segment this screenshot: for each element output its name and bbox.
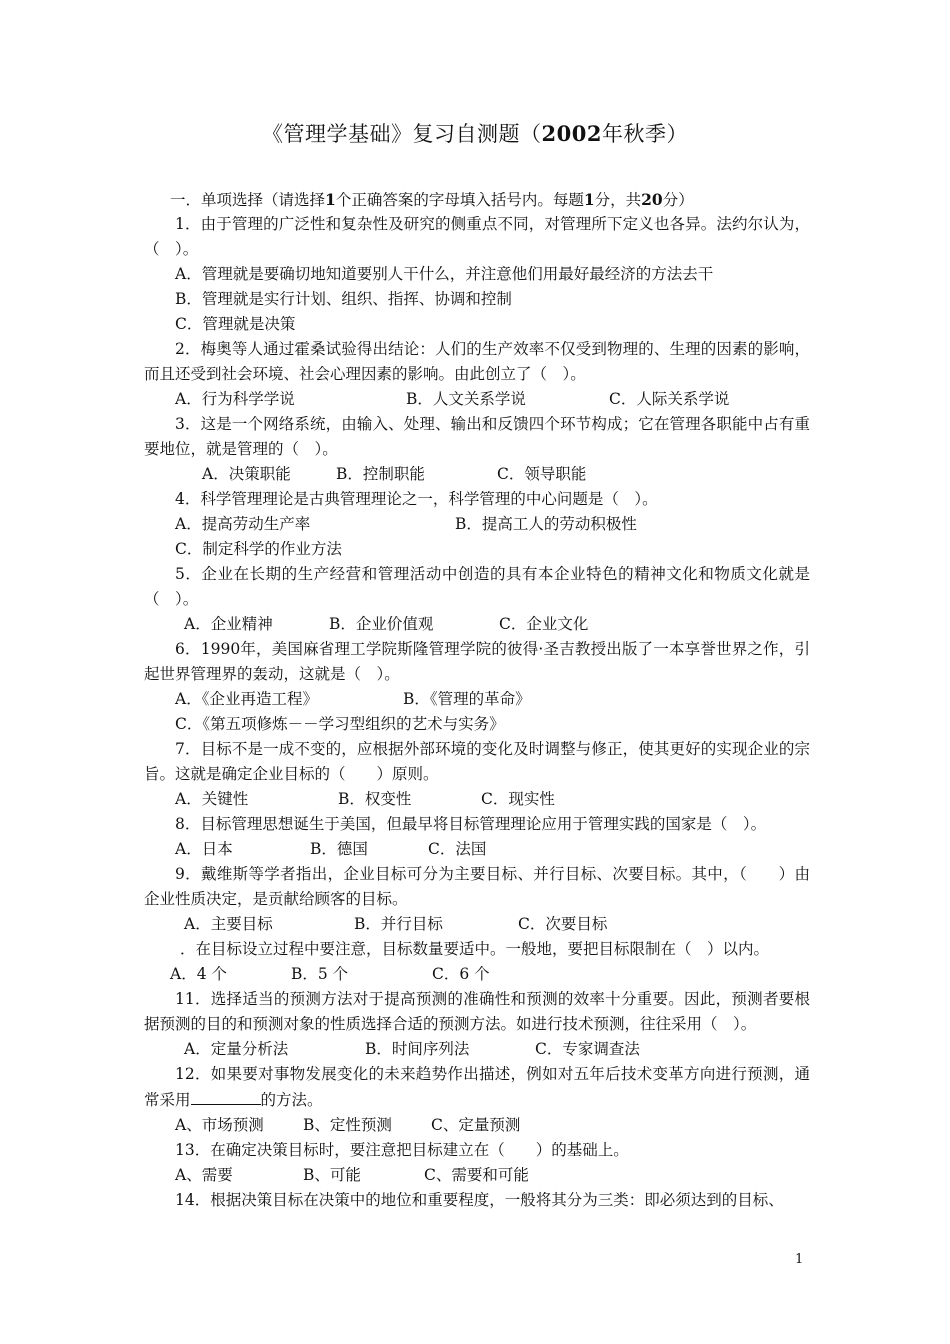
q11-options: [144, 1037, 810, 1062]
question-8: 8．目标管理思想诞生于美国，但最早将目标管理理论应用于管理实践的国家是（ ）。: [175, 815, 767, 833]
q11-option-a: A．定量分析法: [184, 1040, 289, 1058]
title-text-end: 年秋季）: [601, 122, 688, 146]
q10-option-c: C．6 个: [432, 965, 490, 983]
q4-option-a: A．提高劳动生产率: [175, 515, 311, 533]
question-4: 4．科学管理理论是古典管理理论之一，科学管理的中心问题是（ ）。: [175, 490, 658, 508]
q2-option-c: C．人际关系学说: [609, 390, 730, 408]
q9-option-a: A．主要目标: [184, 915, 273, 933]
q8-option-b: B．德国: [310, 840, 368, 858]
q4-option-b: B．提高工人的劳动积极性: [455, 515, 637, 533]
q12-options: [144, 1113, 810, 1138]
q7-option-b: B．权变性: [338, 790, 412, 808]
question-1: 1．由于管理的广泛性和复杂性及研究的侧重点不同，对管理所下定义也各异。法约尔认为，（ ）。: [144, 215, 810, 258]
question-13: 13．在确定决策目标时，要注意把目标建立在（ ）的基础上。: [175, 1141, 629, 1159]
q11-option-c: C．专家调查法: [535, 1040, 640, 1058]
q2-option-b: B．人文关系学说: [406, 390, 526, 408]
q9-option-c: C．次要目标: [518, 915, 608, 933]
q8-option-a: A．日本: [175, 840, 233, 858]
q12-option-b: B、定性预测: [303, 1116, 392, 1134]
q10-option-b: B．5 个: [291, 965, 349, 983]
q1-option-b: B．管理就是实行计划、组织、指挥、协调和控制: [175, 290, 512, 308]
q12-option-a: A、市场预测: [175, 1116, 264, 1134]
fill-in-blank: [191, 1087, 261, 1105]
q13-option-c: C、需要和可能: [424, 1166, 529, 1184]
q2-option-a: A．行为科学学说: [175, 390, 295, 408]
q1-option-c: C．管理就是决策: [175, 315, 296, 333]
question-12: 12．如果要对事物发展变化的未来趋势作出描述，例如对五年后技术变革方向进行预测，通常采用 的方法。: [144, 1065, 810, 1109]
q6-option-c: C．《第五项修炼－－学习型组织的艺术与实务》: [175, 715, 505, 733]
q3-option-c: C．领导职能: [497, 465, 587, 483]
page-number: 1: [795, 1252, 804, 1267]
q2-options: [144, 387, 810, 412]
question-7: 7．目标不是一成不变的，应根据外部环境的变化及时调整与修正，使其更好的实现企业的宗旨。这就是确定企业目标的（ ）原则。: [144, 740, 810, 783]
q9-options: [144, 912, 810, 937]
q4-options: [144, 512, 810, 537]
q5-option-b: B．企业价值观: [329, 615, 434, 633]
q4-option-c: C．制定科学的作业方法: [175, 540, 342, 558]
section-heading: 一．单项选择（请选择1个正确答案的字母填入括号内。每题1分，共20分）: [170, 190, 694, 209]
q13-option-a: A、需要: [175, 1166, 233, 1184]
q5-option-a: A．企业精神: [184, 615, 273, 633]
question-14: 14．根据决策目标在决策中的地位和重要程度，一般将其分为三类：即必须达到的目标、: [175, 1191, 784, 1209]
q8-option-c: C．法国: [428, 840, 487, 858]
question-3: 3．这是一个网络系统，由输入、处理、输出和反馈四个环节构成；它在管理各职能中占有重要地位，就是管理的（ ）。: [144, 415, 810, 458]
q3-options: [144, 462, 810, 487]
question-5: 5．企业在长期的生产经营和管理活动中创造的具有本企业特色的精神文化和物质文化就是（ ）。: [144, 565, 810, 608]
question-9: 9．戴维斯等学者指出，企业目标可分为主要目标、并行目标、次要目标。其中，（ ）由企业性质决定，是贡献给顾客的目标。: [144, 865, 810, 908]
q6-option-b: B．《管理的革命》: [403, 690, 531, 708]
q12-option-c: C、定量预测: [431, 1116, 521, 1134]
title-text: 《管理学基础》复习自测题（: [262, 122, 542, 146]
q13-option-b: B、可能: [303, 1166, 361, 1184]
q8-options: [144, 837, 810, 862]
q10-option-a: A．4 个: [170, 965, 227, 983]
question-2: 2．梅奥等人通过霍桑试验得出结论：人们的生产效率不仅受到物理的、生理的因素的影响，而且还受到社会环境、社会心理因素的影响。由此创立了（ ）。: [144, 340, 810, 383]
q10-options: [144, 962, 810, 987]
q7-options: [144, 787, 810, 812]
q9-option-b: B．并行目标: [354, 915, 443, 933]
q7-option-a: A．关键性: [175, 790, 249, 808]
q5-option-c: C．企业文化: [499, 615, 589, 633]
q3-option-b: B．控制职能: [336, 465, 425, 483]
title-year: 2002: [541, 121, 602, 146]
document-body: [144, 187, 810, 1213]
q13-options: [144, 1163, 810, 1188]
question-6: 6．1990年，美国麻省理工学院斯隆管理学院的彼得·圣吉教授出版了一本享誉世界之作，引起世界管理界的轰动，这就是（ ）。: [144, 640, 810, 683]
q5-options: [144, 612, 810, 637]
page-title: [0, 118, 950, 150]
q7-option-c: C．现实性: [481, 790, 555, 808]
question-11: 11．选择适当的预测方法对于提高预测的准确性和预测的效率十分重要。因此，预测者要根据预测的目的和预测对象的性质选择合适的预测方法。如进行技术预测，往往采用（ ）。: [144, 990, 810, 1033]
q3-option-a: A．决策职能: [202, 465, 291, 483]
question-10: ．在目标设立过程中要注意，目标数量要适中。一般地，要把目标限制在（ ）以内。: [180, 940, 770, 958]
q11-option-b: B．时间序列法: [365, 1040, 470, 1058]
q1-option-a: A．管理就是要确切地知道要别人干什么，并注意他们用最好最经济的方法去干: [175, 265, 714, 283]
q6-option-a: A．《企业再造工程》: [175, 690, 318, 708]
q6-options: [144, 687, 810, 712]
